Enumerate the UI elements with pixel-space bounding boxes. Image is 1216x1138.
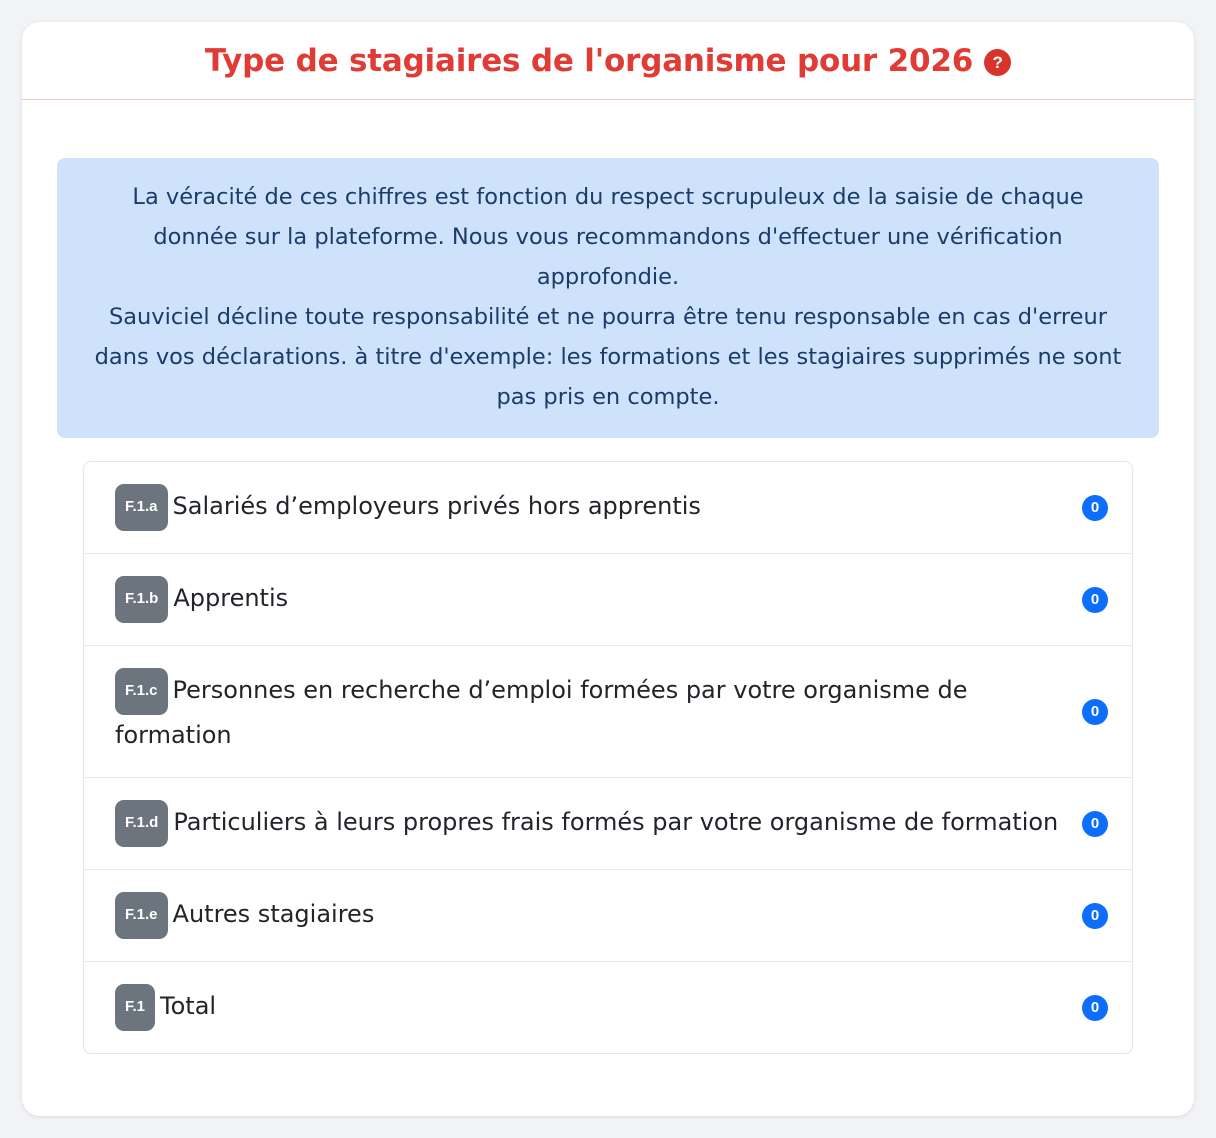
list-item-total[interactable] xyxy=(84,962,1132,1053)
list-item[interactable] xyxy=(84,870,1132,962)
list-item-label-wrap xyxy=(115,484,1066,531)
item-code-badge: F.1.d xyxy=(115,800,168,847)
item-label: Particuliers à leurs propres frais formés par votre organisme de formation xyxy=(173,808,1059,836)
item-label: Personnes en recherche d’emploi formées par votre organisme de formation xyxy=(115,676,968,749)
help-circle-icon[interactable]: ? xyxy=(984,49,1011,76)
item-code-badge: F.1.b xyxy=(115,576,168,623)
list-item-label-wrap xyxy=(115,576,1066,623)
item-label: Total xyxy=(160,992,217,1020)
list-item[interactable] xyxy=(84,778,1132,870)
item-count-badge: 0 xyxy=(1082,587,1108,613)
item-code-badge: F.1.c xyxy=(115,668,168,715)
list-item[interactable] xyxy=(84,462,1132,554)
list-item[interactable] xyxy=(84,646,1132,778)
list-item-label-wrap xyxy=(115,892,1066,939)
item-count-badge: 0 xyxy=(1082,995,1108,1021)
stagiaire-type-list xyxy=(83,461,1133,1054)
item-count-badge: 0 xyxy=(1082,811,1108,837)
item-code-badge: F.1.e xyxy=(115,892,168,939)
disclaimer-alert xyxy=(57,158,1159,438)
stagiaires-card xyxy=(22,22,1194,1116)
list-item-label-wrap xyxy=(115,800,1066,847)
item-label: Apprentis xyxy=(173,584,289,612)
list-item-label-wrap xyxy=(115,984,1066,1031)
page-title-text: Type de stagiaires de l'organisme pour 2026 xyxy=(204,42,974,79)
item-label: Salariés d’employeurs privés hors apprentis xyxy=(172,492,701,520)
list-item[interactable] xyxy=(84,554,1132,646)
disclaimer-paragraph-2: Sauviciel décline toute responsabilité et ne pourra être tenu responsable en cas d'erreur dans vos déclarations. à titre d'exemple: les formations et les stagiaires supprimés ne sont pas pris en compte. xyxy=(94,304,1122,410)
page-title xyxy=(205,43,1011,79)
item-label: Autres stagiaires xyxy=(172,900,375,928)
item-count-badge: 0 xyxy=(1082,903,1108,929)
disclaimer-paragraph-1: La véracité de ces chiffres est fonction du respect scrupuleux de la saisie de chaque donnée sur la plateforme. Nous vous recommandons d'effectuer une vérification approfondie. xyxy=(132,184,1084,290)
item-count-badge: 0 xyxy=(1082,495,1108,521)
card-header xyxy=(22,22,1194,100)
item-code-badge: F.1 xyxy=(115,984,155,1031)
item-count-badge: 0 xyxy=(1082,699,1108,725)
item-code-badge: F.1.a xyxy=(115,484,168,531)
list-item-label-wrap xyxy=(115,668,1066,755)
